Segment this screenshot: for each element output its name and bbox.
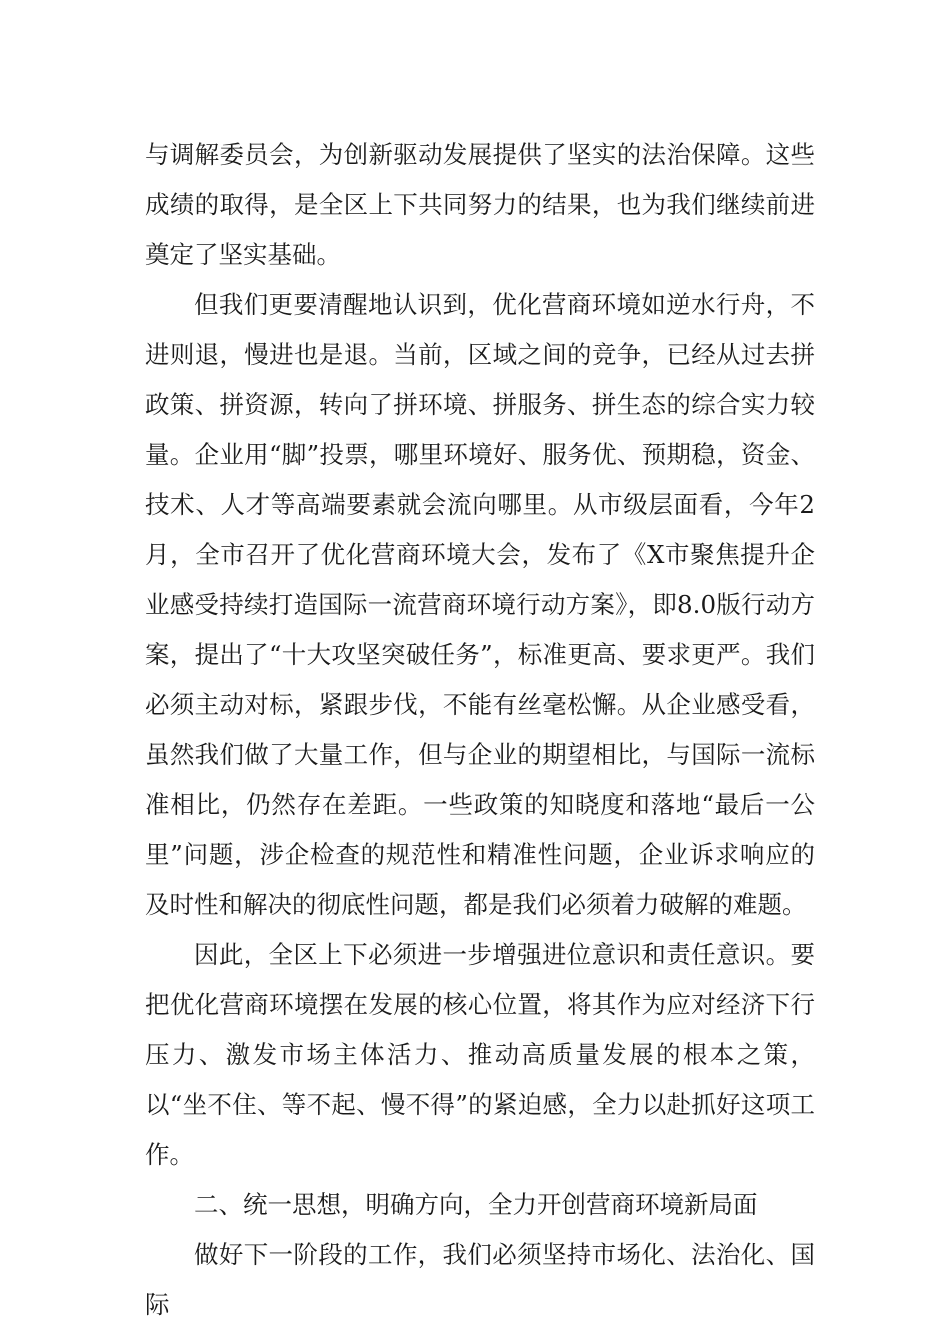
- section-heading: 二、统一思想，明确方向，全力开创营商环境新局面: [194, 1190, 758, 1219]
- paragraph-next-stage: 做好下一阶段的工作，我们必须坚持市场化、法治化、国际: [145, 1240, 815, 1319]
- paragraph-competition: 但我们更要清醒地认识到，优化营商环境如逆水行舟，不进则退，慢进也是退。当前，区域之间的竞争，已经从过去拼政策、拼资源，转向了拼环境、拼服务、拼生态的综合实力较量。企业用“脚”投票，哪里环境好、服务优、预期稳，资金、技术、人才等高端要素就会流向哪里。从市级层面看，今年2月，全市召开了优化营商环境大会，发布了《X市聚焦提升企业感受持续打造国际一流营商环境行动方案》，即8.0版行动方案，提出了“十大攻坚突破任务”，标准更高、要求更严。我们必须主动对标，紧跟步伐，不能有丝毫松懈。从企业感受看，虽然我们做了大量工作，但与企业的期望相比，与国际一流标准相比，仍然存在差距。一些政策的知晓度和落地“最后一公里”问题，涉企检查的规范性和精准性问题，企业诉求响应的及时性和解决的彻底性问题，都是我们必须着力破解的难题。: [145, 290, 815, 919]
- paragraph-responsibility: 因此，全区上下必须进一步增强进位意识和责任意识。要把优化营商环境摆在发展的核心位置，将其作为应对经济下行压力、激发市场主体活力、推动高质量发展的根本之策，以“坐不住、等不起、慢不得”的紧迫感，全力以赴抓好这项工作。: [145, 940, 815, 1169]
- paragraph-continuation: 与调解委员会，为创新驱动发展提供了坚实的法治保障。这些成绩的取得，是全区上下共同努力的结果，也为我们继续前进奠定了坚实基础。: [145, 140, 815, 269]
- document-body: [145, 130, 815, 1330]
